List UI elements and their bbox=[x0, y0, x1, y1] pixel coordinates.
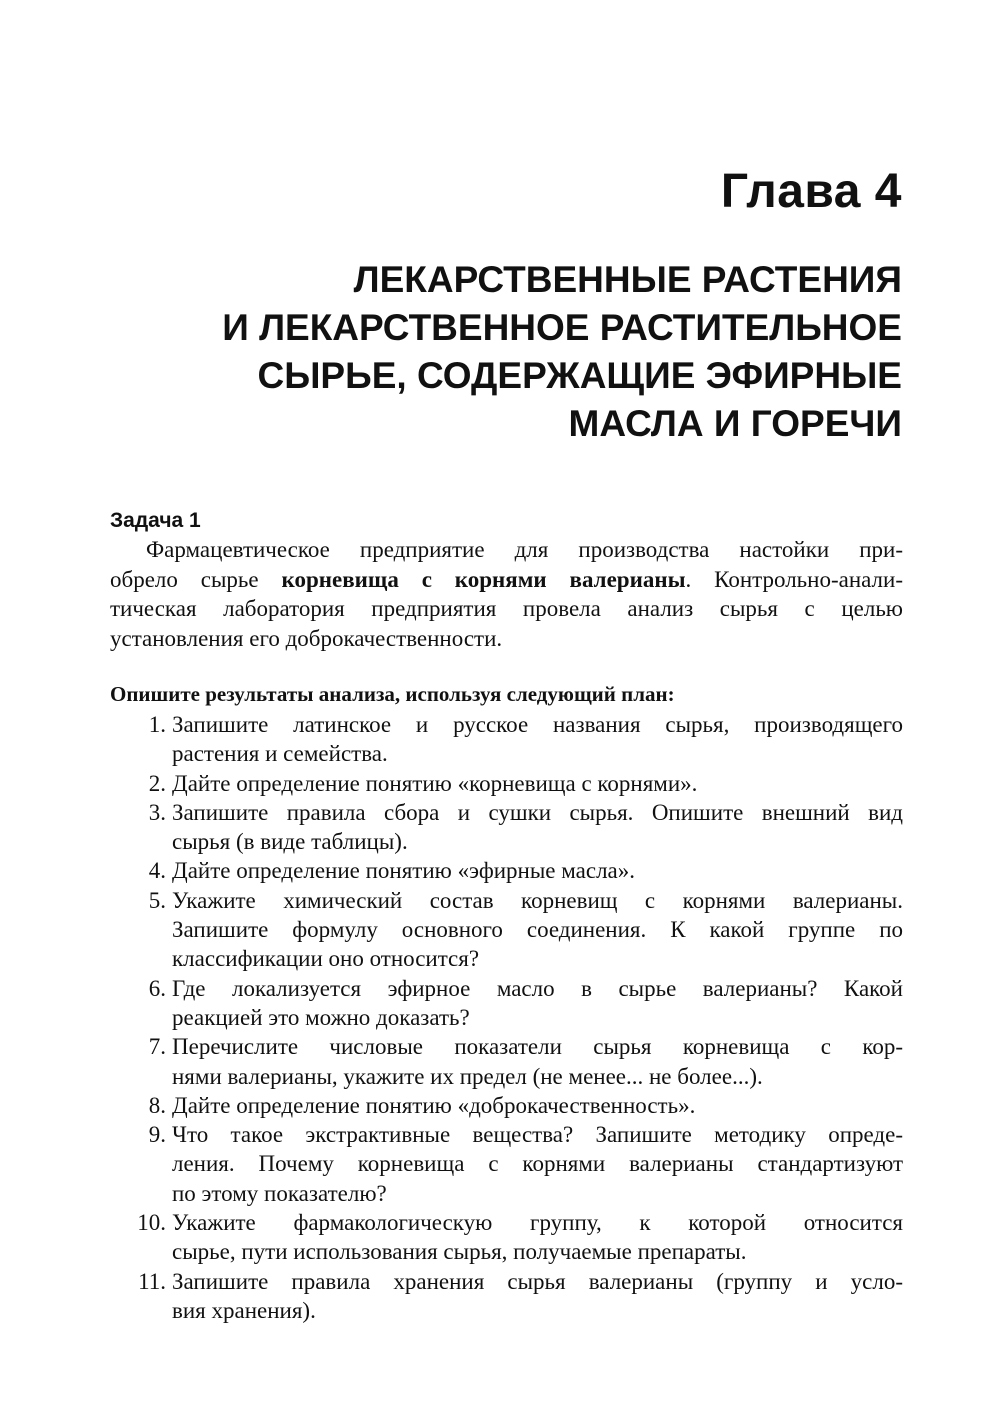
plan-item bbox=[110, 1120, 903, 1208]
task-line bbox=[110, 565, 903, 595]
plan-item-line: Укажите фармакологическую группу, к которой относится bbox=[172, 1210, 903, 1236]
plan-item bbox=[110, 1267, 903, 1326]
plan-heading: Опишите результаты анализа, используя следующий план: bbox=[110, 682, 675, 706]
plan-item-line: Запишите правила хранения сырья валерианы (группу и усло- bbox=[172, 1268, 903, 1294]
plan-item-number: 8. bbox=[148, 1092, 166, 1118]
plan-item-number: 3. bbox=[148, 799, 166, 825]
task-heading: Задача 1 bbox=[110, 509, 201, 532]
plan-item-number: 6. bbox=[148, 975, 166, 1001]
plan-item-line: сырье, пути использования сырья, получаемые препараты. bbox=[172, 1239, 747, 1265]
plan-item bbox=[110, 769, 903, 798]
plan-item-line: Что такое экстрактивные вещества? Запишите методику опреде- bbox=[172, 1122, 903, 1148]
plan-item-line: Дайте определение понятию «эфирные масла». bbox=[172, 858, 636, 884]
plan-item-line: Перечислите числовые показатели сырья корневища с кор- bbox=[172, 1034, 903, 1060]
chapter-title-line: СЫРЬЕ, СОДЕРЖАЩИЕ ЭФИРНЫЕ bbox=[257, 355, 902, 396]
plan-item-number: 7. bbox=[148, 1034, 166, 1060]
plan-item-line: Запишите правила сбора и сушки сырья. Опишите внешний вид bbox=[172, 799, 903, 825]
chapter-title-line: МАСЛА И ГОРЕЧИ bbox=[568, 403, 902, 444]
task-line: установления его доброкачественности. bbox=[110, 625, 503, 651]
plan-item-line: Запишите латинское и русское названия сырья, производящего bbox=[172, 712, 903, 737]
task-text: . Контрольно-анали- bbox=[685, 566, 904, 592]
plan-item-line: Где локализуется эфирное масло в сырье валерианы? Какой bbox=[172, 975, 903, 1001]
plan-item bbox=[110, 1032, 903, 1091]
plan-item bbox=[110, 1208, 903, 1267]
plan-item-line: сырья (в виде таблицы). bbox=[172, 829, 408, 855]
plan-item-line: Запишите формулу основного соединения. К какой группе по bbox=[172, 917, 903, 943]
plan-item bbox=[110, 856, 903, 885]
task-line: Фармацевтическое предприятие для производства настойки при- bbox=[146, 537, 903, 562]
plan-item-line: Дайте определение понятию «корневища с корнями». bbox=[172, 770, 698, 796]
plan-item bbox=[110, 798, 903, 857]
plan-item-line: Дайте определение понятию «доброкачественность». bbox=[172, 1092, 696, 1118]
plan-item-line: Укажите химический состав корневищ с корнями валерианы. bbox=[172, 887, 903, 913]
plan-item-line: растения и семейства. bbox=[172, 741, 388, 767]
plan-list bbox=[110, 710, 903, 1325]
plan-item-line: реакцией это можно доказать? bbox=[172, 1004, 470, 1030]
raw-material-name: корневища с корнями валерианы bbox=[281, 566, 686, 592]
plan-item-line: ления. Почему корневища с корнями валерианы стандартизуют bbox=[172, 1151, 903, 1177]
chapter-title bbox=[102, 256, 902, 448]
plan-item-number: 2. bbox=[148, 770, 166, 796]
plan-item-line: классификации оно относится? bbox=[172, 946, 480, 972]
plan-item-number: 1. bbox=[148, 712, 166, 737]
plan-item bbox=[110, 886, 903, 974]
plan-item-line: нями валерианы, укажите их предел (не менее... не более...). bbox=[172, 1063, 763, 1089]
plan-item bbox=[110, 974, 903, 1033]
plan-item-number: 5. bbox=[148, 887, 166, 913]
chapter-title-line: ЛЕКАРСТВЕННЫЕ РАСТЕНИЯ bbox=[353, 259, 902, 300]
task-description bbox=[110, 535, 903, 653]
task-text: обрело сырье bbox=[110, 566, 282, 592]
chapter-number: Глава 4 bbox=[720, 165, 902, 218]
plan-item bbox=[110, 1091, 903, 1120]
plan-item-number: 4. bbox=[148, 858, 166, 884]
plan-item bbox=[110, 710, 903, 769]
plan-item-number: 10. bbox=[137, 1210, 166, 1236]
plan-item-line: по этому показателю? bbox=[172, 1180, 387, 1206]
task-line: тическая лаборатория предприятия провела анализ сырья с целью bbox=[110, 596, 903, 621]
plan-item-number: 11. bbox=[138, 1268, 166, 1294]
chapter-title-line: И ЛЕКАРСТВЕННОЕ РАСТИТЕЛЬНОЕ bbox=[222, 307, 902, 348]
plan-item-number: 9. bbox=[148, 1122, 166, 1148]
plan-item-line: вия хранения). bbox=[172, 1297, 316, 1323]
